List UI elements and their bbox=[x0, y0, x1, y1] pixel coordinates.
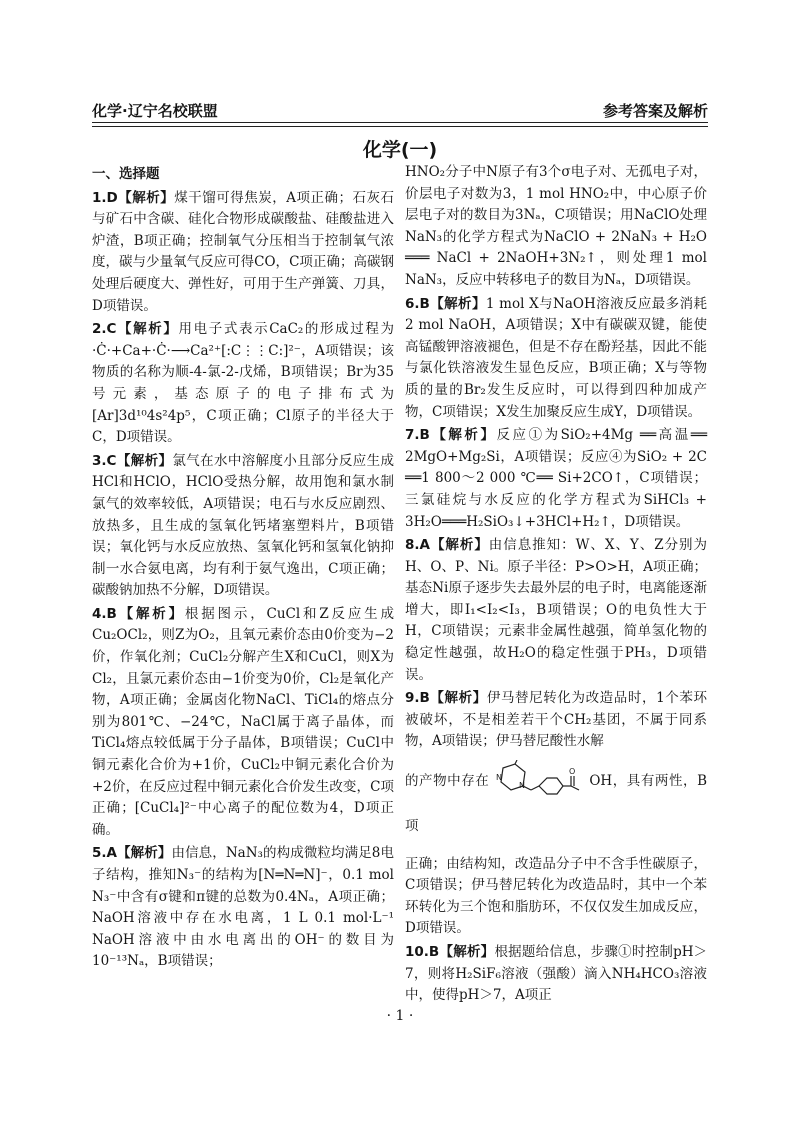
section-heading: 一、选择题 bbox=[92, 166, 160, 182]
answer-item-9-continued bbox=[405, 854, 707, 940]
answer-item-6 bbox=[405, 294, 707, 424]
answer-item-1 bbox=[92, 188, 394, 318]
answer-item-3 bbox=[92, 451, 394, 602]
page-header bbox=[92, 100, 708, 120]
answer-number: 8.A bbox=[405, 537, 430, 554]
answer-item-8 bbox=[405, 535, 707, 686]
answer-number: 7.B bbox=[405, 427, 430, 444]
answer-text: 根据图示，CuCl和Z反应生成Cu₂OCl₂，则Z为O₂，且氧元素价态由0价变为−2价，作氧化剂；CuCl₂分解产生X和CuCl，则X为Cl₂，且氯元素价态由−1价变为0价，Cl₂是氧化产物，A项正确；金属卤化物NaCl、TiCl₄的熔点分别为801℃、−24℃，NaCl属于离子晶体，而TiCl₄熔点较低属于分子晶体，B项错误；CuCl中铜元素化合价为+1价，CuCl₂中铜元素化合价为+2价，在反应过程中铜元素化合价发生改变，C项正确；[CuCl₄]²⁻中心离子的配位数为4，D项正确。 bbox=[92, 605, 394, 838]
analysis-tag: 【解析】 bbox=[117, 189, 175, 206]
analysis-tag: 【解析】 bbox=[116, 452, 173, 469]
answer-item-10 bbox=[405, 942, 707, 1007]
answer-text: 由信息，NaN₃的构成微粒均满足8电子结构，推知N₃⁻的结构为[N═N═N]⁻，0.1 mol N₃⁻中含有σ键和π键的总数为0.4Nₐ，A项正确；NaOH溶液中存在水电离，1 L 0.1 mol·L⁻¹ NaOH溶液中由水电离出的OH⁻的数目为10⁻¹³Nₐ，B项错误； bbox=[92, 845, 394, 970]
answer-number: 10.B bbox=[405, 943, 440, 960]
answer-text: 用电子式表示CaC₂的形成过程为·Ċ·+Ca+·Ċ·⟶Ca²⁺[:C⋮⋮C:]²⁻，A项错误；该物质的名称为顺-4-氯-2-戊烯，B项错误；Br为35号元素，基态原子的电子排布式为[Ar]3d¹⁰4s²4p⁵，C项正确；Cl原子的半径大于C，D项错误。 bbox=[92, 321, 395, 446]
svg-text:N: N bbox=[519, 780, 526, 790]
left-column bbox=[92, 164, 394, 975]
answer-text: HNO₂分子中N原子有3个σ电子对、无孤电子对，价层电子对数为3，1 mol HNO₂中，中心原子价层电子对的数目为3Nₐ，C项错误；用NaClO处理NaN₃的化学方程式为NaClO + 2NaN₃ + H₂O ═══ NaCl + 2NaOH+3N₂↑，则处理1 mol NaN₃，反应中转移电子的数目为Nₐ，D项错误。 bbox=[405, 164, 707, 288]
answer-number: 1.D bbox=[92, 189, 118, 206]
answer-item-5 bbox=[92, 843, 394, 973]
header-rule-thin bbox=[92, 126, 708, 127]
piperazine-benzoic-acid-structure-icon bbox=[491, 760, 587, 804]
answer-item-5-continued bbox=[405, 162, 707, 292]
analysis-tag: 【解析】 bbox=[116, 845, 172, 862]
answer-text: 正确；由结构知，改造品分子中不含手性碳原子，C项错误；伊马替尼转化为改造品时，其中一个苯环转化为三个饱和脂肪环，不仅仅发生加成反应，D项错误。 bbox=[405, 855, 707, 937]
answer-item-9 bbox=[405, 688, 707, 753]
answer-item-2 bbox=[92, 319, 394, 449]
answer-number: 4.B bbox=[92, 605, 117, 622]
analysis-tag: 【解析】 bbox=[116, 605, 185, 622]
answer-number: 5.A bbox=[92, 845, 117, 862]
analysis-tag: 【解析】 bbox=[429, 295, 486, 312]
answer-text: 氯气在水中溶解度小且部分反应生成HCl和HClO，HClO受热分解，故用饱和氯水制氯气的效率较低，A项错误；电石与水反应剧烈、放热多，且生成的氢氧化钙堵塞塑料片，B项错误；氧化钙与水反应放热、氢氧化钙和氢氧化钠抑制一水合氨电离，均有利于氨气逸出，C项正确；碳酸钠加热不分解，D项错误。 bbox=[92, 452, 394, 599]
answer-item-4 bbox=[92, 604, 394, 842]
answer-text: 的产物中存在 bbox=[405, 773, 490, 790]
svg-text:N: N bbox=[496, 772, 503, 782]
answer-text: 煤干馏可得焦炭，A项正确；石灰石与矿石中含碳、硅化合物形成碳酸盐、硅酸盐进入炉渣，B项正确；控制氧气分压相当于控制氧气浓度，碳与少量氧气反应可得CO，C项正确；高碳钢处理后硬度大、弹性好，可用于生产弹簧、刀具，D项错误。 bbox=[92, 189, 395, 314]
answer-text: 根据题给信息，步骤①时控制pH＞7，则将H₂SiF₆溶液（强酸）滴入NH₄HCO₃溶液中，使得pH＞7，A项正 bbox=[405, 943, 708, 1004]
answer-text: OH，具有两性，B项 bbox=[405, 773, 708, 834]
answer-item-9-structure-line bbox=[405, 759, 707, 848]
analysis-tag: 【解析】 bbox=[429, 537, 489, 554]
answer-number: 6.B bbox=[405, 295, 430, 312]
answer-text: 伊马替尼转化为改造品时，1个苯环被破坏，不是相差若干个CH₂基团，不属于同系物，A项错误；伊马替尼酸性水解 bbox=[405, 690, 708, 750]
header-rule bbox=[92, 122, 708, 123]
answer-item-7 bbox=[405, 425, 707, 533]
header-left-title: 化学·辽宁名校联盟 bbox=[92, 102, 218, 120]
right-column bbox=[405, 162, 707, 1009]
analysis-tag: 【解析】 bbox=[439, 943, 495, 960]
answer-text: 由信息推知：W、X、Y、Z分别为H、O、P、Ni。原子半径：P>O>H，A项正确；基态Ni原子逐步失去最外层的电子时，电离能逐渐增大，即I₁<I₂<I₃，B项错误；O的电负性大于H，C项错误；元素非金属性越强，简单氢化物的稳定性越强，故H₂O的稳定性强于PH₃，D项错误。 bbox=[405, 537, 708, 683]
page-title: 化学(一) bbox=[362, 139, 438, 161]
page-number: · 1 · bbox=[386, 1008, 414, 1024]
analysis-tag: 【解析】 bbox=[116, 321, 179, 338]
answer-number: 2.C bbox=[92, 321, 117, 338]
answer-text: 1 mol X与NaOH溶液反应最多消耗2 mol NaOH，A项错误；X中有碳碳双键，能使高锰酸钾溶液褪色，但是不存在酚羟基，因此不能与氯化铁溶液发生显色反应，B项正确；X与等物质的量的Br₂发生反应时，可以得到四种加成产物，C项错误；X发生加聚反应生成Y，D项错误。 bbox=[405, 295, 707, 420]
header-right-title: 参考答案及解析 bbox=[602, 102, 708, 120]
analysis-tag: 【解析】 bbox=[429, 427, 497, 444]
answer-number: 9.B bbox=[405, 690, 430, 707]
answer-text: 反应①为SiO₂+4Mg ══高温══ 2MgO+Mg₂Si，A项错误；反应④为SiO₂ + 2C ══1 800～2 000 ℃══ Si+2CO↑，C项错误；三氯硅烷与水反应的化学方程式为SiHCl₃ + 3H₂O═══H₂SiO₃↓+3HCl+H₂↑，D项错误。 bbox=[405, 427, 708, 530]
svg-text:O: O bbox=[569, 766, 576, 776]
answer-number: 3.C bbox=[92, 452, 117, 469]
analysis-tag: 【解析】 bbox=[429, 690, 487, 707]
